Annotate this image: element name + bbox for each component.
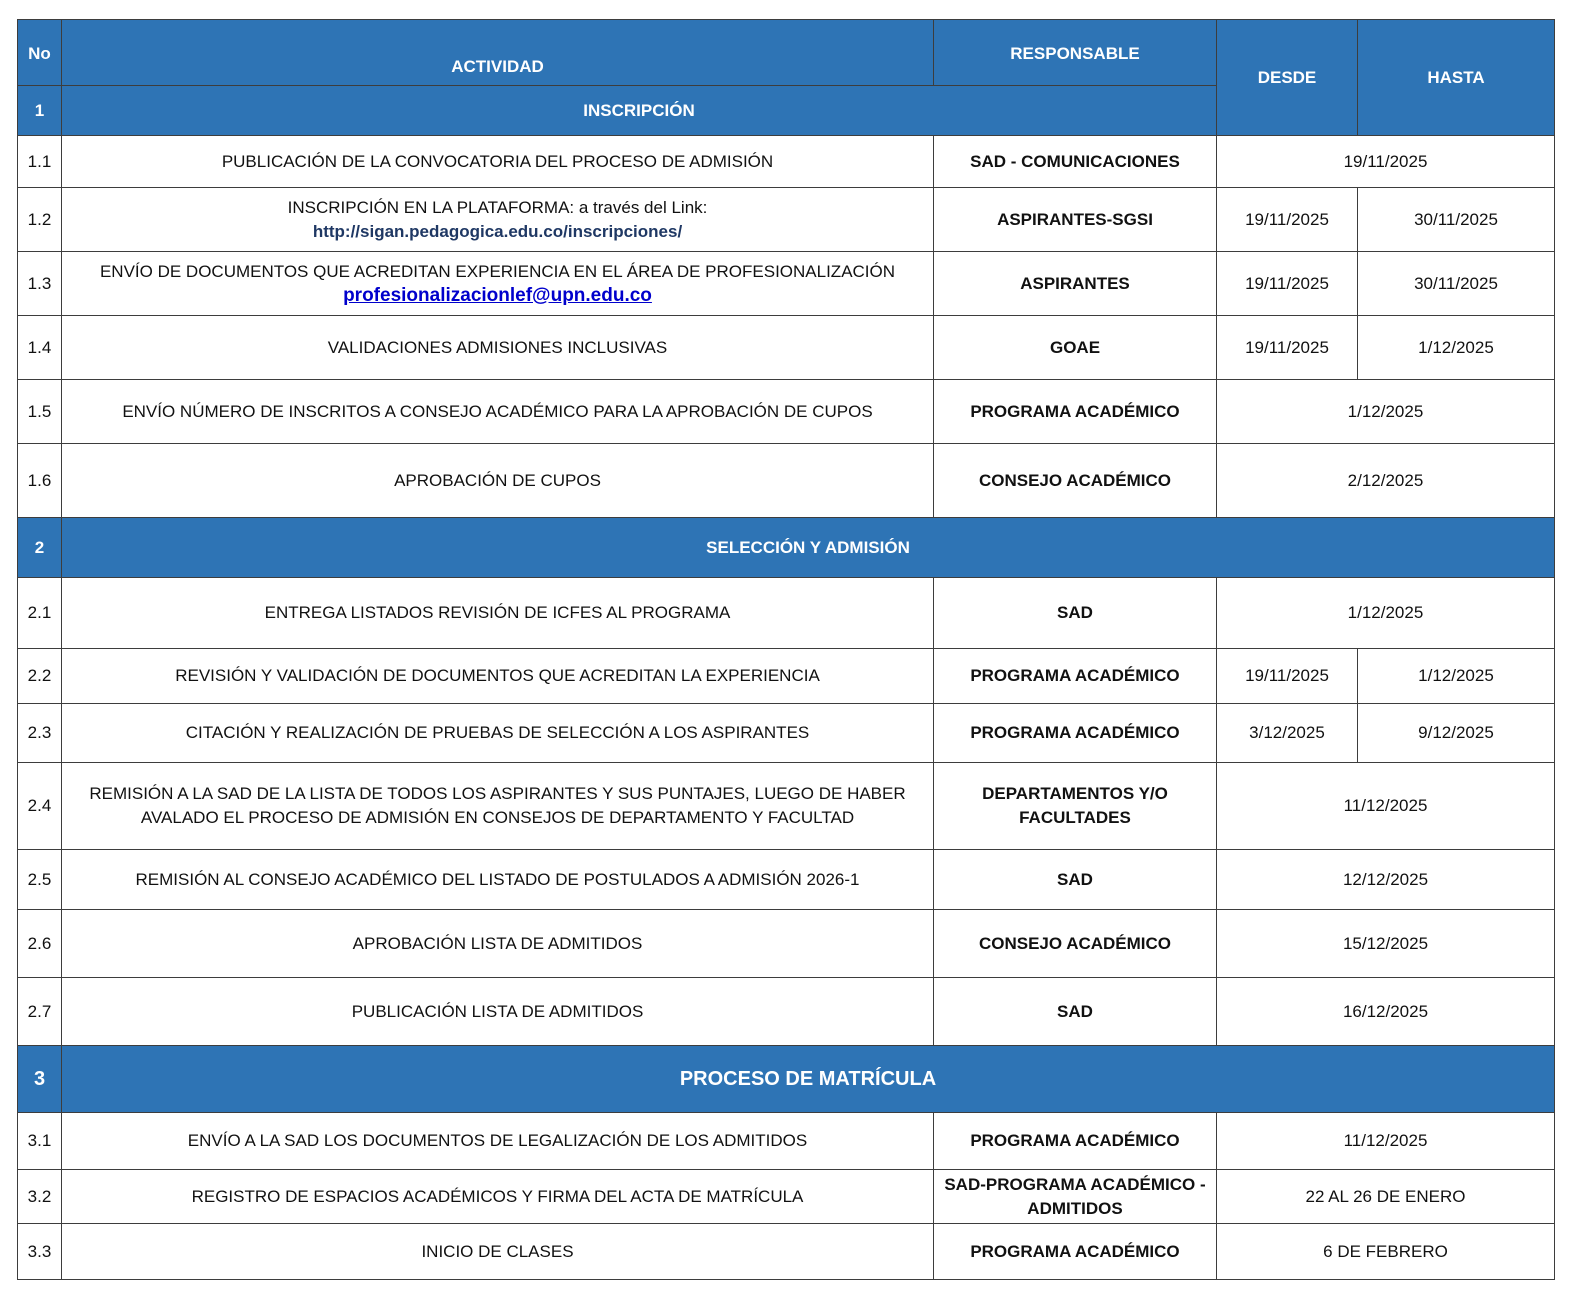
row-date: 19/11/2025: [1217, 136, 1555, 188]
row-date: 1/12/2025: [1217, 578, 1555, 649]
row-hasta: 9/12/2025: [1358, 704, 1555, 763]
row-responsible: PROGRAMA ACADÉMICO: [934, 704, 1217, 763]
row-responsible: [934, 1170, 1217, 1224]
row-responsible-line: SAD-PROGRAMA ACADÉMICO -: [944, 1174, 1206, 1194]
table-row: [18, 136, 1555, 188]
section-number: 1: [18, 86, 62, 136]
table-row: [18, 578, 1555, 649]
section-row-3: [18, 1046, 1555, 1113]
row-number: 2.1: [18, 578, 62, 649]
row-date: 11/12/2025: [1217, 763, 1555, 850]
row-desde: 19/11/2025: [1217, 252, 1358, 316]
row-activity: PUBLICACIÓN LISTA DE ADMITIDOS: [62, 978, 934, 1046]
row-responsible: SAD: [934, 978, 1217, 1046]
row-responsible: ASPIRANTES-SGSI: [934, 188, 1217, 252]
section-title: INSCRIPCIÓN: [62, 86, 1217, 136]
row-hasta: 1/12/2025: [1358, 649, 1555, 704]
row-date: 15/12/2025: [1217, 910, 1555, 978]
row-desde: 19/11/2025: [1217, 188, 1358, 252]
row-activity-line: AVALADO EL PROCESO DE ADMISIÓN EN CONSEJOS DE DEPARTAMENTO Y FACULTAD: [140, 808, 855, 827]
row-date: 12/12/2025: [1217, 850, 1555, 910]
row-activity: [62, 188, 934, 252]
row-number: 3.3: [18, 1224, 62, 1280]
row-number: 2.7: [18, 978, 62, 1046]
row-activity-line: REMISIÓN A LA SAD DE LA LISTA DE TODOS LOS ASPIRANTES Y SUS PUNTAJES, LUEGO DE HABER: [89, 784, 906, 803]
row-date: 11/12/2025: [1217, 1113, 1555, 1170]
row-date: 16/12/2025: [1217, 978, 1555, 1046]
row-number: 1.4: [18, 316, 62, 380]
row-number: 1.1: [18, 136, 62, 188]
row-desde: 3/12/2025: [1217, 704, 1358, 763]
table-row: [18, 763, 1555, 850]
row-responsible: SAD: [934, 578, 1217, 649]
row-number: 1.6: [18, 444, 62, 518]
row-number: 2.4: [18, 763, 62, 850]
row-number: 2.6: [18, 910, 62, 978]
header-responsable: RESPONSABLE: [934, 20, 1217, 86]
table-row: [18, 1170, 1555, 1224]
row-responsible: SAD - COMUNICACIONES: [934, 136, 1217, 188]
row-activity-text: ENVÍO DE DOCUMENTOS QUE ACREDITAN EXPERIENCIA EN EL ÁREA DE PROFESIONALIZACIÓN: [99, 261, 896, 281]
table-row: [18, 978, 1555, 1046]
row-date: 1/12/2025: [1217, 380, 1555, 444]
row-number: 2.2: [18, 649, 62, 704]
section-title: SELECCIÓN Y ADMISIÓN: [62, 518, 1555, 578]
table-row: [18, 1224, 1555, 1280]
row-responsible: ASPIRANTES: [934, 252, 1217, 316]
row-activity: REMISIÓN AL CONSEJO ACADÉMICO DEL LISTADO DE POSTULADOS A ADMISIÓN 2026-1: [62, 850, 934, 910]
row-responsible: PROGRAMA ACADÉMICO: [934, 649, 1217, 704]
row-responsible: PROGRAMA ACADÉMICO: [934, 1113, 1217, 1170]
table-row: [18, 910, 1555, 978]
row-activity: CITACIÓN Y REALIZACIÓN DE PRUEBAS DE SELECCIÓN A LOS ASPIRANTES: [62, 704, 934, 763]
row-number: 3.2: [18, 1170, 62, 1224]
header-actividad: ACTIVIDAD: [62, 20, 934, 86]
row-activity: [62, 763, 934, 850]
row-responsible: SAD: [934, 850, 1217, 910]
row-responsible: GOAE: [934, 316, 1217, 380]
row-responsible: CONSEJO ACADÉMICO: [934, 444, 1217, 518]
row-number: 1.2: [18, 188, 62, 252]
row-responsible: CONSEJO ACADÉMICO: [934, 910, 1217, 978]
row-activity: ENTREGA LISTADOS REVISIÓN DE ICFES AL PROGRAMA: [62, 578, 934, 649]
row-activity: PUBLICACIÓN DE LA CONVOCATORIA DEL PROCESO DE ADMISIÓN: [62, 136, 934, 188]
table-row: [18, 850, 1555, 910]
row-responsible: PROGRAMA ACADÉMICO: [934, 380, 1217, 444]
row-number: 1.5: [18, 380, 62, 444]
row-activity: VALIDACIONES ADMISIONES INCLUSIVAS: [62, 316, 934, 380]
row-activity: [62, 252, 934, 316]
row-responsible: PROGRAMA ACADÉMICO: [934, 1224, 1217, 1280]
row-hasta: 30/11/2025: [1358, 188, 1555, 252]
section-number: 3: [18, 1046, 62, 1113]
row-number: 2.5: [18, 850, 62, 910]
header-no: No: [18, 20, 62, 86]
row-activity-text: INSCRIPCIÓN EN LA PLATAFORMA: a través del Link:: [287, 197, 708, 217]
table-row: [18, 316, 1555, 380]
row-desde: 19/11/2025: [1217, 316, 1358, 380]
schedule-table: [17, 19, 1555, 1280]
table-row: [18, 704, 1555, 763]
row-activity: APROBACIÓN DE CUPOS: [62, 444, 934, 518]
table-row: [18, 649, 1555, 704]
row-desde: 19/11/2025: [1217, 649, 1358, 704]
section-row-2: [18, 518, 1555, 578]
row-responsible-line: ADMITIDOS: [1027, 1198, 1123, 1218]
row-activity: APROBACIÓN LISTA DE ADMITIDOS: [62, 910, 934, 978]
row-activity: REVISIÓN Y VALIDACIÓN DE DOCUMENTOS QUE ACREDITAN LA EXPERIENCIA: [62, 649, 934, 704]
header-hasta: HASTA: [1358, 20, 1555, 136]
row-responsible-line: DEPARTAMENTOS Y/O: [982, 784, 1168, 803]
email-link[interactable]: profesionalizacionlef@upn.edu.co: [343, 284, 652, 306]
row-date: 2/12/2025: [1217, 444, 1555, 518]
row-date: 6 DE FEBRERO: [1217, 1224, 1555, 1280]
row-activity: REGISTRO DE ESPACIOS ACADÉMICOS Y FIRMA DEL ACTA DE MATRÍCULA: [62, 1170, 934, 1224]
table-row: [18, 380, 1555, 444]
row-activity: INICIO DE CLASES: [62, 1224, 934, 1280]
section-title: PROCESO DE MATRÍCULA: [62, 1046, 1555, 1113]
table-row: [18, 1113, 1555, 1170]
row-responsible-line: FACULTADES: [1019, 808, 1131, 827]
table-row: [18, 252, 1555, 316]
row-activity: ENVÍO NÚMERO DE INSCRITOS A CONSEJO ACADÉMICO PARA LA APROBACIÓN DE CUPOS: [62, 380, 934, 444]
row-hasta: 1/12/2025: [1358, 316, 1555, 380]
table-row: [18, 188, 1555, 252]
inscription-link[interactable]: http://sigan.pedagogica.edu.co/inscripciones/: [312, 221, 683, 241]
header-desde: DESDE: [1217, 20, 1358, 136]
row-number: 1.3: [18, 252, 62, 316]
row-responsible: [934, 763, 1217, 850]
section-number: 2: [18, 518, 62, 578]
table-row: [18, 444, 1555, 518]
row-date: 22 AL 26 DE ENERO: [1217, 1170, 1555, 1224]
row-activity: ENVÍO A LA SAD LOS DOCUMENTOS DE LEGALIZACIÓN DE LOS ADMITIDOS: [62, 1113, 934, 1170]
header-row: [18, 20, 1555, 86]
row-number: 3.1: [18, 1113, 62, 1170]
row-number: 2.3: [18, 704, 62, 763]
row-hasta: 30/11/2025: [1358, 252, 1555, 316]
